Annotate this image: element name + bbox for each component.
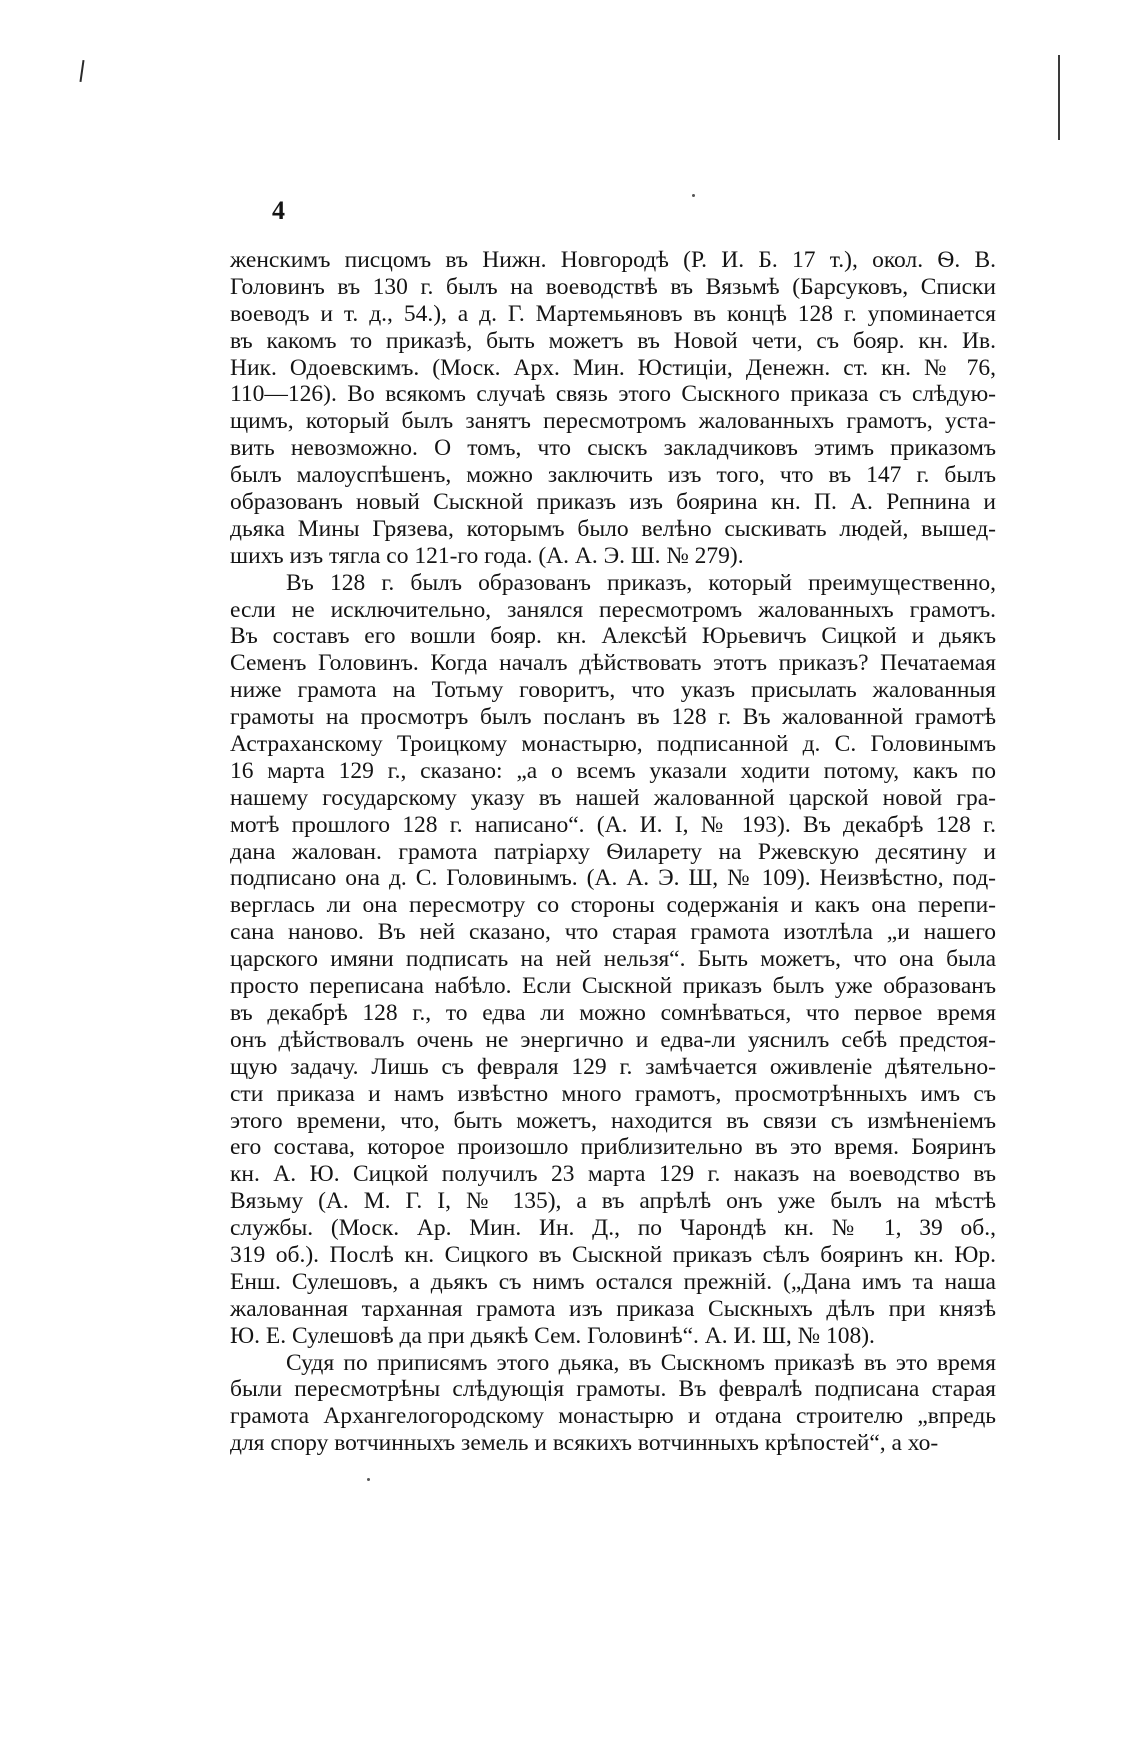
text-line: щимъ, который былъ занятъ пересмотромъ жалованныхъ грамотъ, уста- bbox=[230, 408, 996, 435]
text-line: жалованная тарханная грамота изъ приказа Сыскныхъ дѣлъ при князѣ bbox=[230, 1295, 996, 1322]
text-line: женскимъ писцомъ въ Нижн. Новгородѣ (Р. И. Б. 17 т.), окол. Ѳ. В. bbox=[230, 247, 996, 273]
text-line: нашему государскому указу въ нашей жалованной царской новой гра- bbox=[230, 784, 996, 811]
body-text bbox=[230, 247, 996, 1457]
scan-speck bbox=[692, 194, 695, 197]
text-line: грамоты на просмотръ былъ посланъ въ 128 г. Въ жалованной грамотѣ bbox=[230, 704, 996, 731]
text-line: Ю. Е. Сулешовѣ да при дьякѣ Сем. Головинѣ“. А. И. Ш, № 108). bbox=[230, 1322, 875, 1349]
text-line: 110—126). Во всякомъ случаѣ связь этого Сыскного приказа съ слѣдую- bbox=[230, 381, 996, 408]
text-line: просто переписана набѣло. Если Сыскной приказъ былъ уже образованъ bbox=[230, 973, 996, 1000]
text-line: Въ 128 г. былъ образованъ приказъ, который преимущественно, bbox=[286, 569, 996, 596]
paragraph-3 bbox=[230, 1350, 996, 1458]
text-line: 16 марта 129 г., сказано: „а о всемъ указали ходити потому, какъ по bbox=[230, 757, 996, 784]
page-number: 4 bbox=[272, 196, 285, 225]
text-line: сти приказа и намъ извѣстно много грамотъ, просмотрѣнныхъ имъ съ bbox=[230, 1080, 996, 1107]
text-line: Вязьму (А. М. Г. I, № 135), а въ апрѣлѣ онъ уже былъ на мѣстѣ bbox=[230, 1188, 996, 1215]
text-line: Въ составъ его вошли бояр. кн. Алексѣй Юрьевичъ Сицкой и дьякъ bbox=[230, 623, 996, 650]
scan-speck bbox=[367, 1478, 370, 1481]
text-line: дьяка Мины Грязева, которымъ было велѣно сыскивать людей, вышед- bbox=[230, 515, 996, 542]
text-line: въ какомъ то приказѣ, быть можетъ въ Новой чети, съ бояр. кн. Ив. bbox=[230, 327, 996, 354]
text-line: онъ дѣйствовалъ очень не энергично и едва-ли уяснилъ себѣ предстоя- bbox=[230, 1026, 996, 1053]
text-line: Головинъ въ 130 г. былъ на воеводствѣ въ Вязьмѣ (Барсуковъ, Списки bbox=[230, 273, 996, 300]
text-line: были пересмотрѣны слѣдующія грамоты. Въ февралѣ подписана старая bbox=[230, 1376, 996, 1403]
text-line: вить невозможно. О томъ, что сыскъ закладчиковъ этимъ приказомъ bbox=[230, 435, 996, 462]
text-line: 319 об.). Послѣ кн. Сицкого въ Сыскной приказъ сѣлъ бояринъ кн. Юр. bbox=[230, 1241, 996, 1268]
text-line: воеводъ и т. д., 54.), а д. Г. Мартемьяновъ въ концѣ 128 г. упоминается bbox=[230, 300, 996, 327]
text-line: подписано она д. С. Головинымъ. (А. А. Э. Ш, № 109). Неизвѣстно, под- bbox=[230, 865, 996, 892]
text-line: мотѣ прошлого 128 г. написано“. (А. И. I, № 193). Въ декабрѣ 128 г. bbox=[230, 811, 996, 838]
text-line: Ник. Одоевскимъ. (Моск. Арх. Мин. Юстиціи, Денежн. ст. кн. № 76, bbox=[230, 354, 996, 381]
paragraph-2 bbox=[230, 570, 996, 1350]
text-line: дана жалован. грамота патріарху Ѳиларету на Ржевскую десятину и bbox=[230, 838, 996, 865]
text-line: этого времени, что, быть можетъ, находится въ связи съ измѣненіемъ bbox=[230, 1107, 996, 1134]
scan-edge-mark-right bbox=[1058, 55, 1060, 140]
text-line: былъ малоуспѣшенъ, можно заключить изъ того, что въ 147 г. былъ bbox=[230, 462, 996, 489]
paragraph-1 bbox=[230, 247, 996, 570]
text-line: грамота Архангелогородскому монастырю и отдана строителю „впредь bbox=[230, 1403, 996, 1430]
text-line: верглась ли она пересмотру со стороны содержанія и какъ она перепи- bbox=[230, 892, 996, 919]
text-line: если не исключительно, занялся пересмотромъ жалованныхъ грамотъ. bbox=[230, 596, 996, 623]
text-line: его состава, которое произошло приблизительно въ это время. Бояринъ bbox=[230, 1134, 996, 1161]
text-line: въ декабрѣ 128 г., то едва ли можно сомнѣваться, что первое время bbox=[230, 999, 996, 1026]
text-line: службы. (Моск. Ар. Мин. Ин. Д., по Чарондѣ кн. № 1, 39 об., bbox=[230, 1215, 996, 1242]
text-line: Семенъ Головинъ. Когда началъ дѣйствовать этотъ приказъ? Печатаемая bbox=[230, 650, 996, 677]
text-line: щую задачу. Лишь съ февраля 129 г. замѣчается оживленіе дѣятельно- bbox=[230, 1053, 996, 1080]
text-line: образованъ новый Сыскной приказъ изъ боярина кн. П. А. Репнина и bbox=[230, 489, 996, 516]
scan-edge-mark-left bbox=[79, 60, 84, 82]
text-line: ниже грамота на Тотьму говоритъ, что указъ присылать жалованныя bbox=[230, 677, 996, 704]
text-line: царского имяни подписать на ней нельзя“. Быть можетъ, что она была bbox=[230, 946, 996, 973]
text-line: Астраханскому Троицкому монастырю, подписанной д. С. Головинымъ bbox=[230, 731, 996, 758]
text-line: Судя по приписямъ этого дьяка, въ Сыскномъ приказѣ въ это время bbox=[286, 1349, 996, 1376]
text-line: кн. А. Ю. Сицкой получилъ 23 марта 129 г. наказъ на воеводство въ bbox=[230, 1161, 996, 1188]
text-line: сана наново. Въ ней сказано, что старая грамота изотлѣла „и нашего bbox=[230, 919, 996, 946]
text-line: Енш. Сулешовъ, а дьякъ съ нимъ остался прежній. („Дана имъ та наша bbox=[230, 1268, 996, 1295]
text-line: шихъ изъ тягла со 121-го года. (А. А. Э. Ш. № 279). bbox=[230, 542, 744, 569]
text-line: для спору вотчинныхъ земель и всякихъ вотчинныхъ крѣпостей“, а хо- bbox=[230, 1430, 939, 1457]
